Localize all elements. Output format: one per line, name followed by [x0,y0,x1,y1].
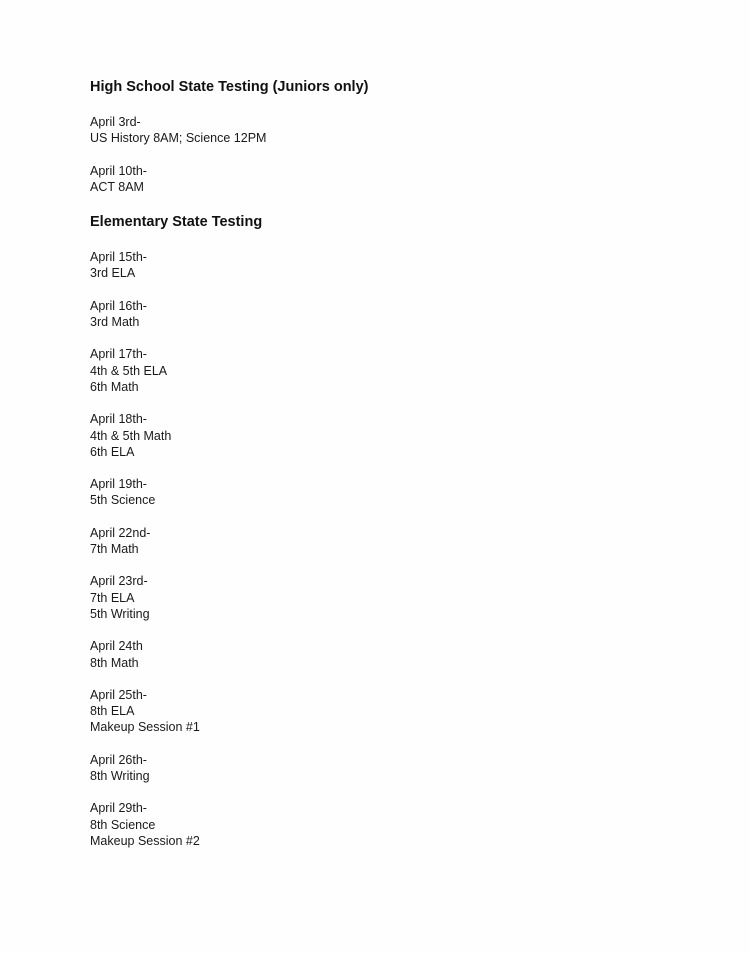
schedule-entry [90,752,690,785]
schedule-entry [90,800,690,849]
entry-test: 6th ELA [90,444,135,459]
schedule-entry [90,163,690,196]
entry-test: 7th ELA [90,590,135,605]
entry-date: April 18th- [90,412,147,427]
entry-date: April 22nd- [90,525,151,540]
entry-test: 4th & 5th ELA [90,363,168,378]
entry-date: April 19th- [90,477,147,492]
entry-test: 8th ELA [90,704,135,719]
entry-test: 6th Math [90,379,139,394]
schedule-entry [90,249,690,282]
entry-date: April 24th [90,639,143,654]
schedule-entry [90,114,690,147]
schedule-entry [90,411,690,460]
entry-test: ACT 8AM [90,179,144,194]
schedule-entry [90,525,690,558]
schedule-entry [90,298,690,331]
entry-test: Makeup Session #1 [90,720,200,735]
entry-test: 3rd Math [90,315,140,330]
schedule-entry [90,687,690,736]
entry-date: April 25th- [90,687,147,702]
schedule-entry [90,638,690,671]
entry-date: April 3rd- [90,115,141,129]
entry-date: April 15th- [90,250,147,265]
section-high-school [90,78,690,195]
entry-test: 8th Math [90,655,139,670]
section-heading: Elementary State Testing [90,214,263,231]
entry-test: Makeup Session #2 [90,833,200,848]
entry-test: 8th Science [90,817,156,832]
entry-test: 7th Math [90,542,139,557]
entry-date: April 10th- [90,163,147,178]
entry-date: April 23rd- [90,574,148,589]
document-content [90,78,690,849]
entry-date: April 17th- [90,347,147,362]
entry-test: 8th Writing [90,769,150,784]
section-heading: High School State Testing (Juniors only) [90,79,369,95]
entry-test: 4th & 5th Math [90,428,172,443]
entry-test: 3rd ELA [90,266,136,281]
entry-test: 5th Science [90,493,156,508]
entry-date: April 16th- [90,298,147,313]
entry-date: April 26th- [90,752,147,767]
schedule-entry [90,476,690,509]
entry-date: April 29th- [90,801,147,816]
entry-test: 5th Writing [90,606,150,621]
schedule-entry [90,573,690,622]
entry-test: US History 8AM; Science 12PM [90,131,267,146]
section-elementary [90,213,690,849]
schedule-entry [90,346,690,395]
